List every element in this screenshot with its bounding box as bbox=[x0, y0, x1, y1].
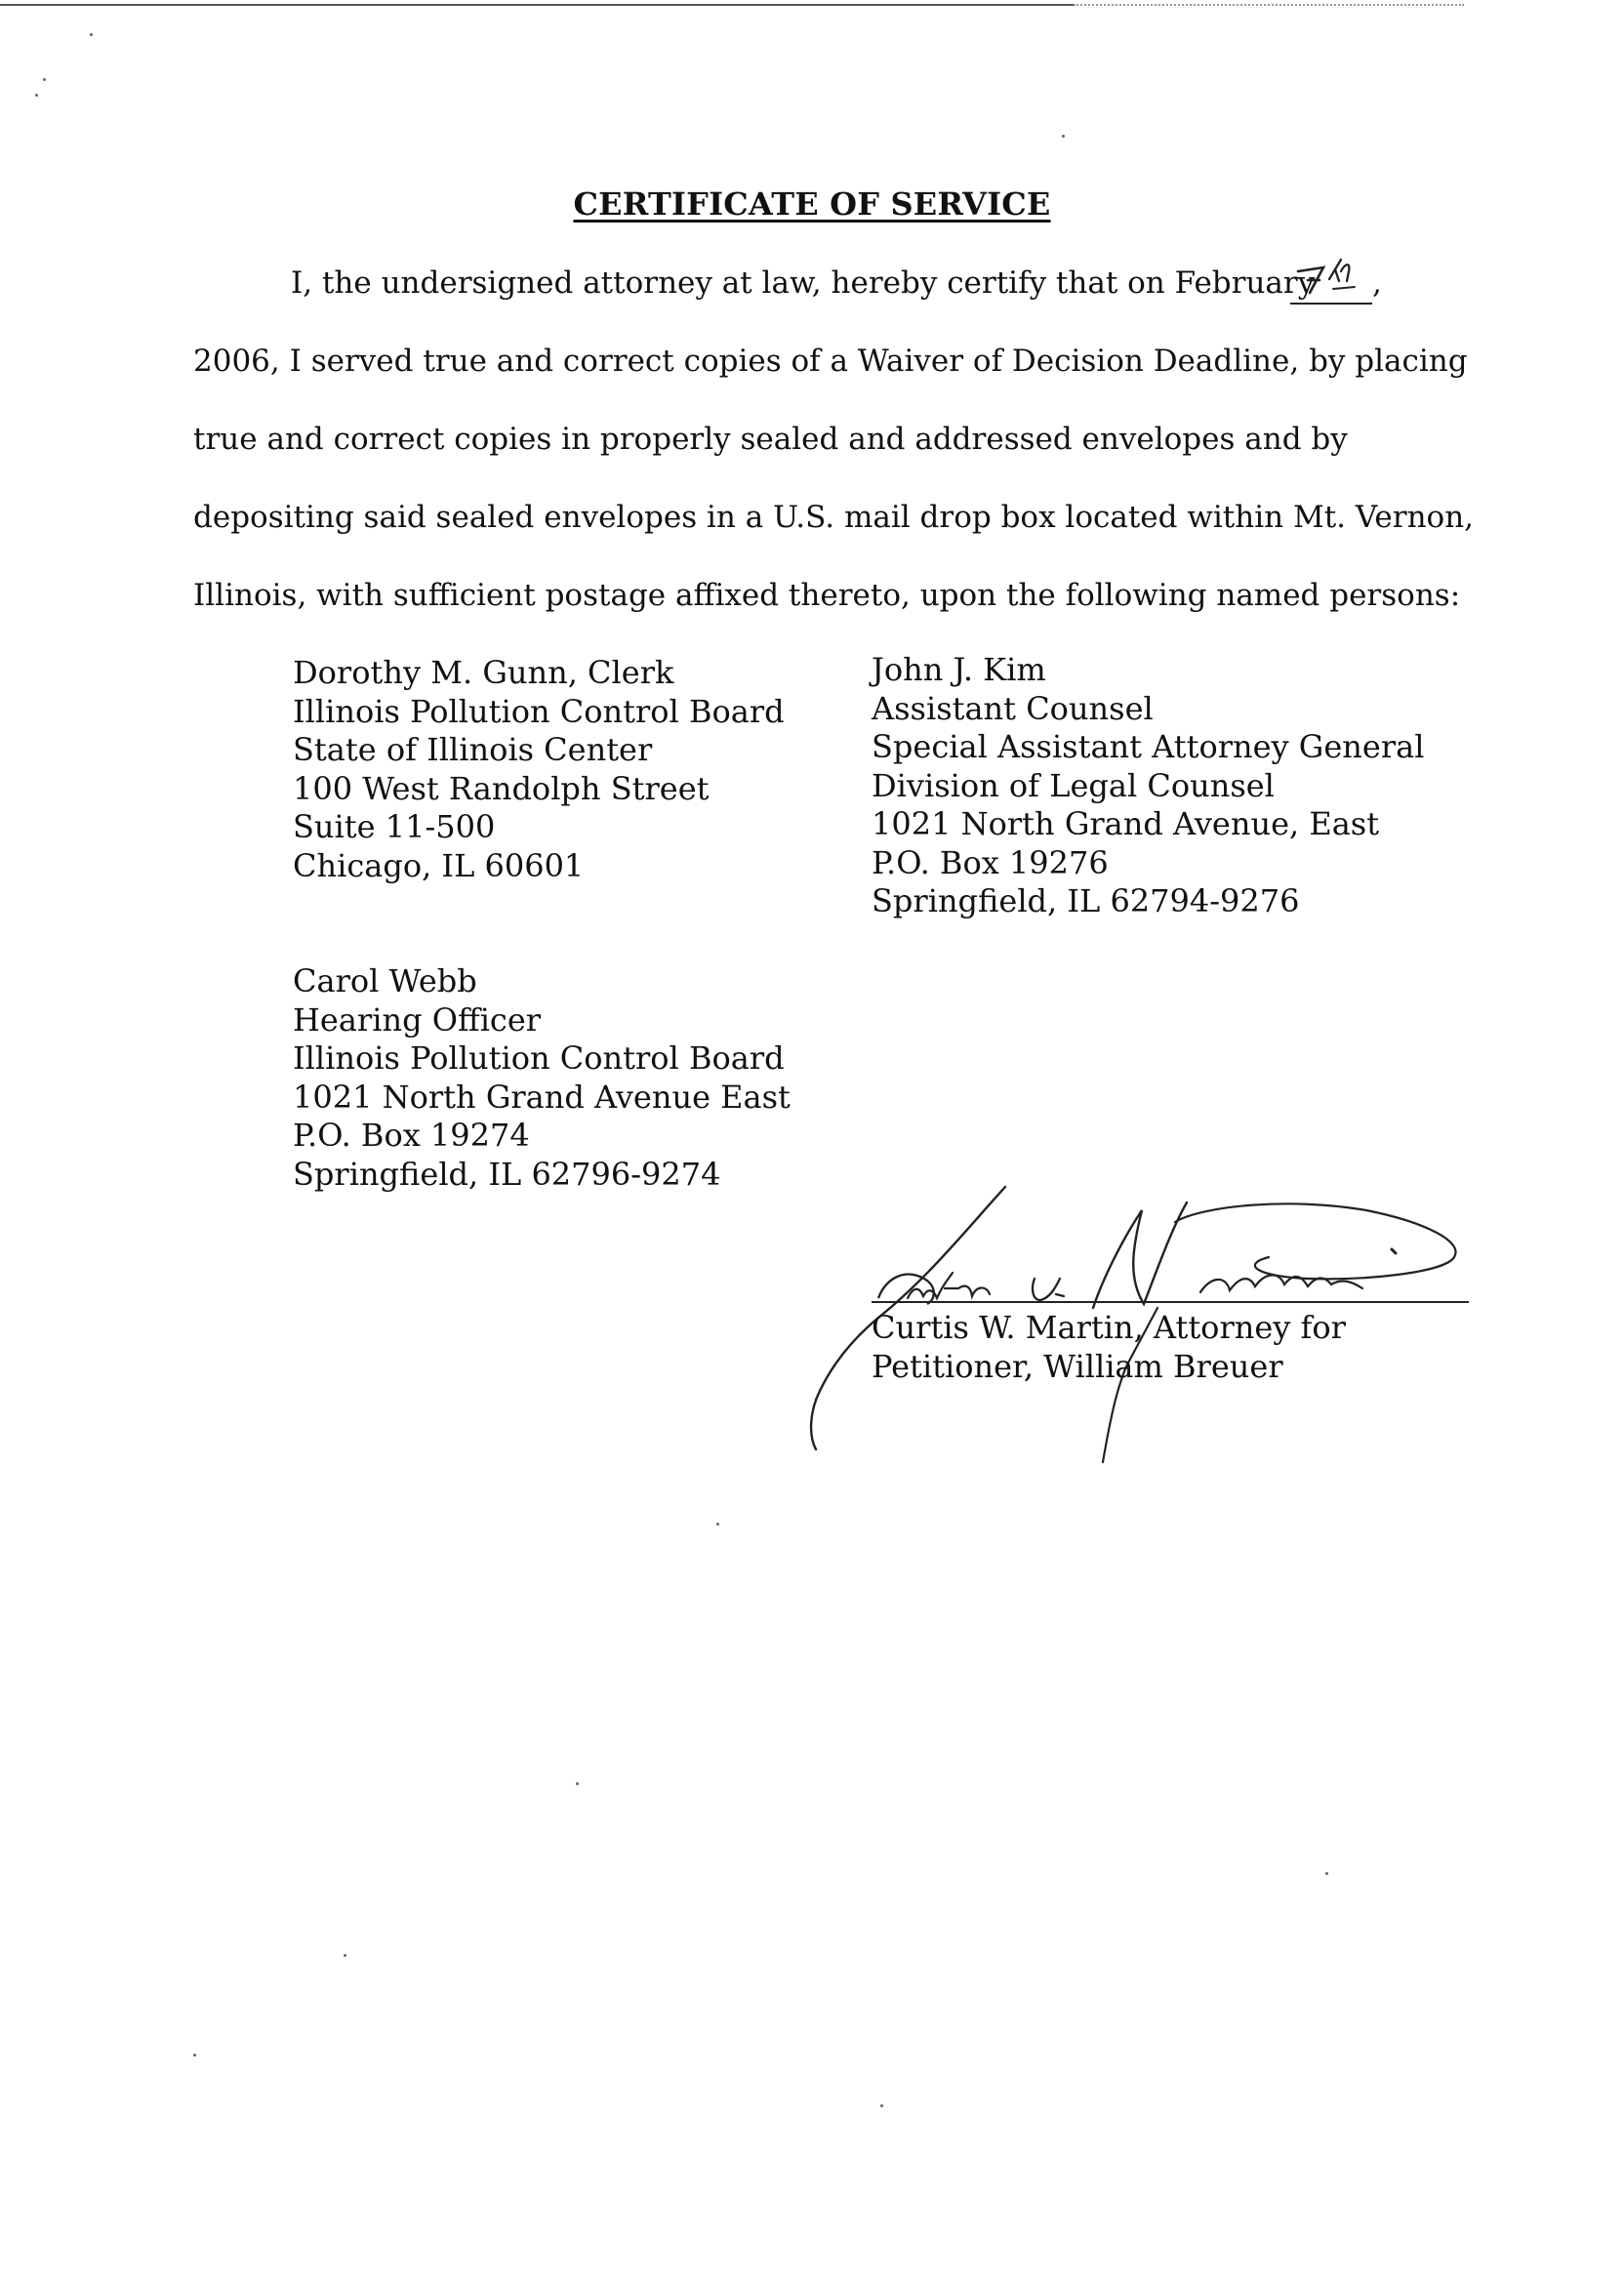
body-line-3: true and correct copies in properly sealed and addressed envelopes and by bbox=[193, 422, 1348, 457]
address-line: P.O. Box 19276 bbox=[872, 843, 1109, 881]
scan-top-dots bbox=[1074, 4, 1464, 6]
scan-speck bbox=[576, 1782, 579, 1785]
recipient-address-hearing-officer bbox=[293, 962, 791, 1194]
address-line: Springfield, IL 62794-9276 bbox=[872, 882, 1300, 919]
handwritten-date bbox=[1290, 254, 1372, 303]
address-line: Suite 11-500 bbox=[293, 808, 496, 845]
signature-line bbox=[872, 1301, 1469, 1303]
address-line: Division of Legal Counsel bbox=[872, 766, 1275, 804]
scan-speck bbox=[880, 2104, 883, 2107]
document-title: CERTIFICATE OF SERVICE bbox=[573, 185, 1051, 223]
scan-speck bbox=[1325, 1872, 1328, 1875]
recipient-address-clerk bbox=[293, 654, 785, 885]
address-line: Hearing Officer bbox=[293, 1000, 542, 1039]
date-fill-blank bbox=[1290, 254, 1372, 305]
body-line-5: Illinois, with sufficient postage affixed thereto, upon the following named persons: bbox=[193, 578, 1461, 613]
scan-top-rule bbox=[0, 4, 1074, 6]
address-line: State of Illinois Center bbox=[293, 731, 653, 768]
address-line: Special Assistant Attorney General bbox=[872, 728, 1425, 765]
attorney-role-line: Petitioner, William Breuer bbox=[872, 1348, 1283, 1385]
scan-speck bbox=[193, 2054, 196, 2057]
address-line: Dorothy M. Gunn, Clerk bbox=[293, 654, 674, 691]
address-line: 1021 North Grand Avenue, East bbox=[872, 805, 1380, 842]
signature-block bbox=[872, 1308, 1346, 1386]
address-line: Illinois Pollution Control Board bbox=[293, 692, 785, 730]
address-line: Chicago, IL 60601 bbox=[293, 846, 585, 884]
recipient-address-counsel bbox=[872, 651, 1424, 921]
body-line-4: depositing said sealed envelopes in a U.S. mail drop box located within Mt. Vernon, bbox=[193, 500, 1475, 535]
address-line: Springfield, IL 62796-9274 bbox=[293, 1155, 721, 1193]
scan-speck bbox=[344, 1954, 346, 1957]
body-line-2: 2006, I served true and correct copies of a Waiver of Decision Deadline, by placing bbox=[193, 344, 1468, 379]
scan-speck bbox=[43, 78, 46, 81]
address-line: Assistant Counsel bbox=[872, 689, 1154, 727]
scan-speck bbox=[1062, 135, 1065, 138]
address-line: 100 West Randolph Street bbox=[293, 769, 710, 807]
address-line: Carol Webb bbox=[293, 962, 477, 999]
date-comma: , bbox=[1372, 265, 1382, 301]
address-line: John J. Kim bbox=[872, 651, 1046, 688]
scan-speck bbox=[716, 1523, 719, 1526]
scan-speck bbox=[90, 33, 93, 36]
scan-speck bbox=[35, 94, 38, 97]
attorney-name-line: Curtis W. Martin, Attorney for bbox=[872, 1309, 1346, 1346]
address-line: Illinois Pollution Control Board bbox=[293, 1039, 785, 1077]
address-line: P.O. Box 19274 bbox=[293, 1117, 530, 1154]
address-line: 1021 North Grand Avenue East bbox=[293, 1078, 791, 1116]
body-line-1: I, the undersigned attorney at law, hereby certify that on February bbox=[291, 265, 1316, 301]
